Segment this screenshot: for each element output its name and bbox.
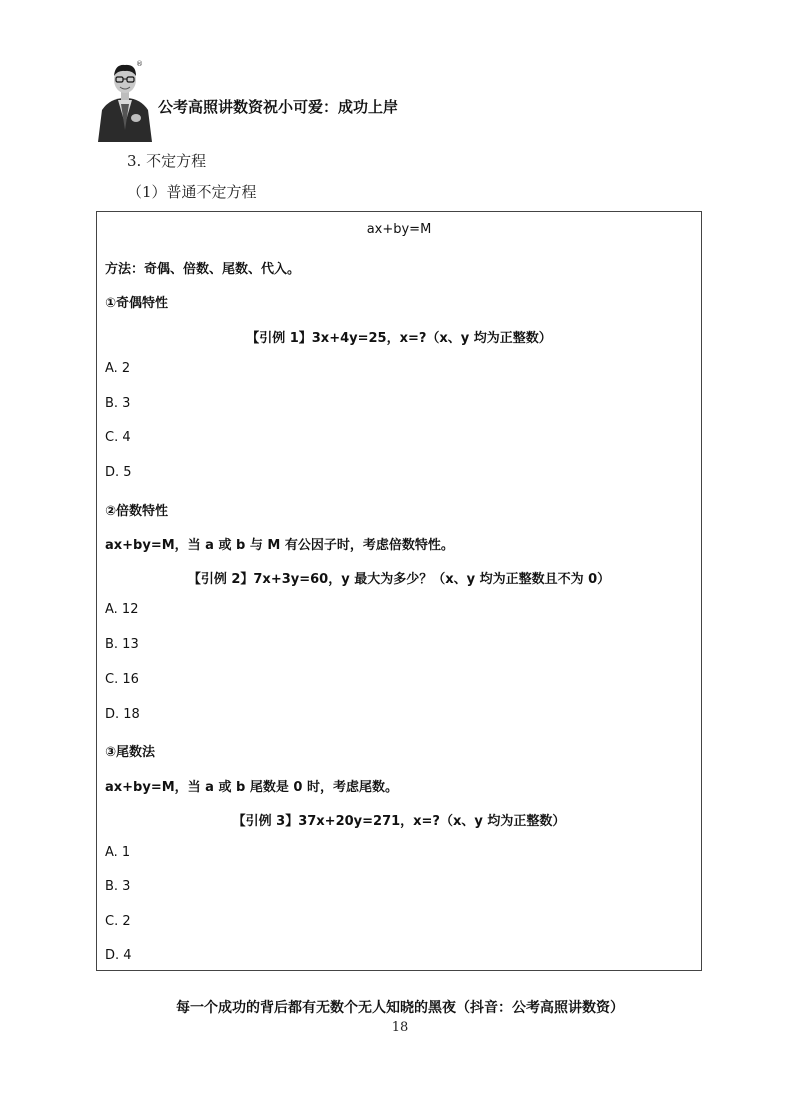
footer-motto: 每一个成功的背后都有无数个无人知晓的黑夜（抖音：公考高照讲数资）	[176, 1000, 624, 1016]
content-box	[96, 211, 702, 971]
formula: ax+by=M	[366, 222, 432, 237]
example-3: 【引例 3】37x+20y=271，x=?（x、y 均为正整数）	[232, 814, 566, 829]
registered-mark: ®	[136, 60, 143, 68]
example-1-option-d: D. 5	[105, 465, 132, 480]
subsection-title: （1）普通不定方程	[127, 183, 257, 201]
header-title: 公考高照讲数资祝小可爱：成功上岸	[158, 98, 399, 116]
example-3-option-a: A. 1	[105, 845, 131, 860]
multiple-note: ax+by=M，当 a 或 b 与 M 有公因子时，考虑倍数特性。	[105, 538, 454, 553]
example-3-option-c: C. 2	[105, 914, 131, 929]
part-heading-units-digit: ③尾数法	[105, 745, 156, 760]
example-1-option-a: A. 2	[105, 361, 131, 376]
units-digit-note: ax+by=M，当 a 或 b 尾数是 0 时，考虑尾数。	[105, 780, 398, 795]
example-2-option-d: D. 18	[105, 707, 140, 722]
example-2: 【引例 2】7x+3y=60，y 最大为多少？（x、y 均为正整数且不为 0）	[187, 572, 611, 587]
example-1-option-b: B. 3	[105, 396, 131, 411]
example-1-option-c: C. 4	[105, 430, 131, 445]
example-1: 【引例 1】3x+4y=25，x=?（x、y 均为正整数）	[246, 331, 552, 346]
page-number: 18	[391, 1020, 409, 1035]
part-heading-parity: ①奇偶特性	[105, 296, 169, 311]
example-3-option-b: B. 3	[105, 879, 131, 894]
section-title: 3. 不定方程	[127, 152, 207, 170]
author-avatar	[96, 58, 154, 142]
example-2-option-b: B. 13	[105, 637, 139, 652]
part-heading-multiple: ②倍数特性	[105, 504, 169, 519]
method-line: 方法：奇偶、倍数、尾数、代入。	[105, 262, 301, 277]
example-2-option-a: A. 12	[105, 602, 139, 617]
example-2-option-c: C. 16	[105, 672, 139, 687]
example-3-option-d: D. 4	[105, 948, 132, 963]
